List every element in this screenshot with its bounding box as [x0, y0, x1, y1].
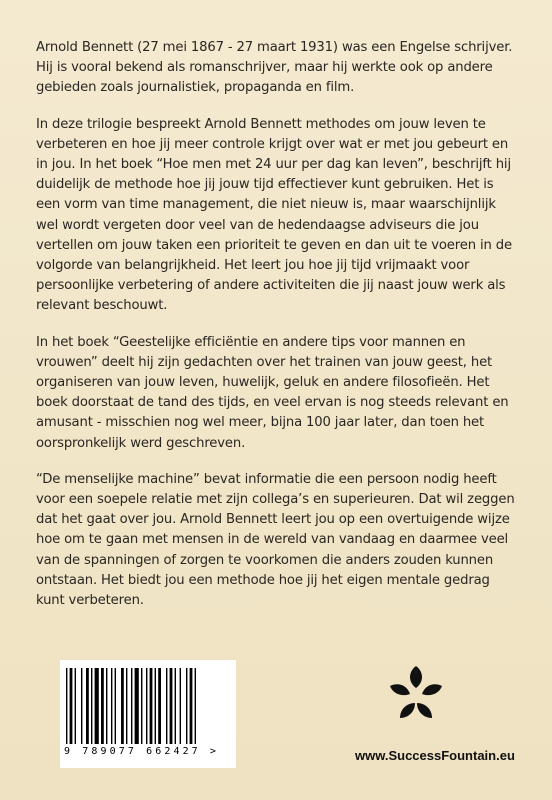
blurb-text — [36, 38, 520, 627]
paragraph-trilogy: In deze trilogie bespreekt Arnold Bennett methodes om jouw leven te verbeteren en hoe jij meer controle krijgt over wat er met jou gebeurt en in jou. In het boek “Hoe men met 24 uur per dag kan leven”, beschrijft hij duidelijk de methode hoe jij jouw tijd effectiever kunt gebruiken. Het is een vorm van time management, die niet nieuw is, maar waarschijnlijk wel wordt vergeten door veel van de hedendaagse adviseurs die jou vertellen om jouw taken een prioriteit te geven en dan uit te voeren in de volgorde van belangrijkheid. Het leert jou hoe jij tijd vrijmaakt voor persoonlijke verbetering of andere activiteiten die jij naast jouw werk als relevant beschouwt. — [36, 116, 512, 314]
barcode-bars — [66, 668, 230, 744]
paragraph-author-bio: Arnold Bennett (27 mei 1867 - 27 maart 1931) was een Engelse schrijver. Hij is vooral bekend als romanschrijver, maar hij werkte ook op andere gebieden zoals journalistiek, propaganda en film. — [36, 40, 513, 96]
isbn-barcode — [60, 660, 236, 768]
isbn-digits: 9 789077 662427 > — [64, 746, 220, 757]
paragraph-mental-efficiency: In het boek “Geestelijke efficiëntie en andere tips voor mannen en vrouwen” deelt hij zijn gedachten over het trainen van jouw geest, het organiseren van jouw leven, huwelijk, geluk en andere filosofieën. Het boek doorstaat de tand des tijds, en veel ervan is nog steeds relevant en amusant - misschien nog wel meer, bijna 100 jaar later, dan toen het oorspronkelijk werd geschreven. — [36, 334, 509, 451]
paragraph-human-machine: “De menselijke machine” bevat informatie die een persoon nodig heeft voor een soepele relatie met zijn collega’s en superieuren. Dat wil zeggen dat het gaat over jou. Arnold Bennett leert jou op een overtuigende wijze hoe om te gaan met mensen in de wereld van vandaag en daarmee veel van de spanningen of zorgen te voorkomen die anders zouden kunnen ontstaan. Het biedt jou een methode hoe jij het eigen mentale gedrag kunt verbeteren. — [36, 471, 515, 609]
publisher-website: www.SuccessFountain.eu — [355, 748, 515, 763]
flower-logo-icon — [384, 662, 448, 726]
